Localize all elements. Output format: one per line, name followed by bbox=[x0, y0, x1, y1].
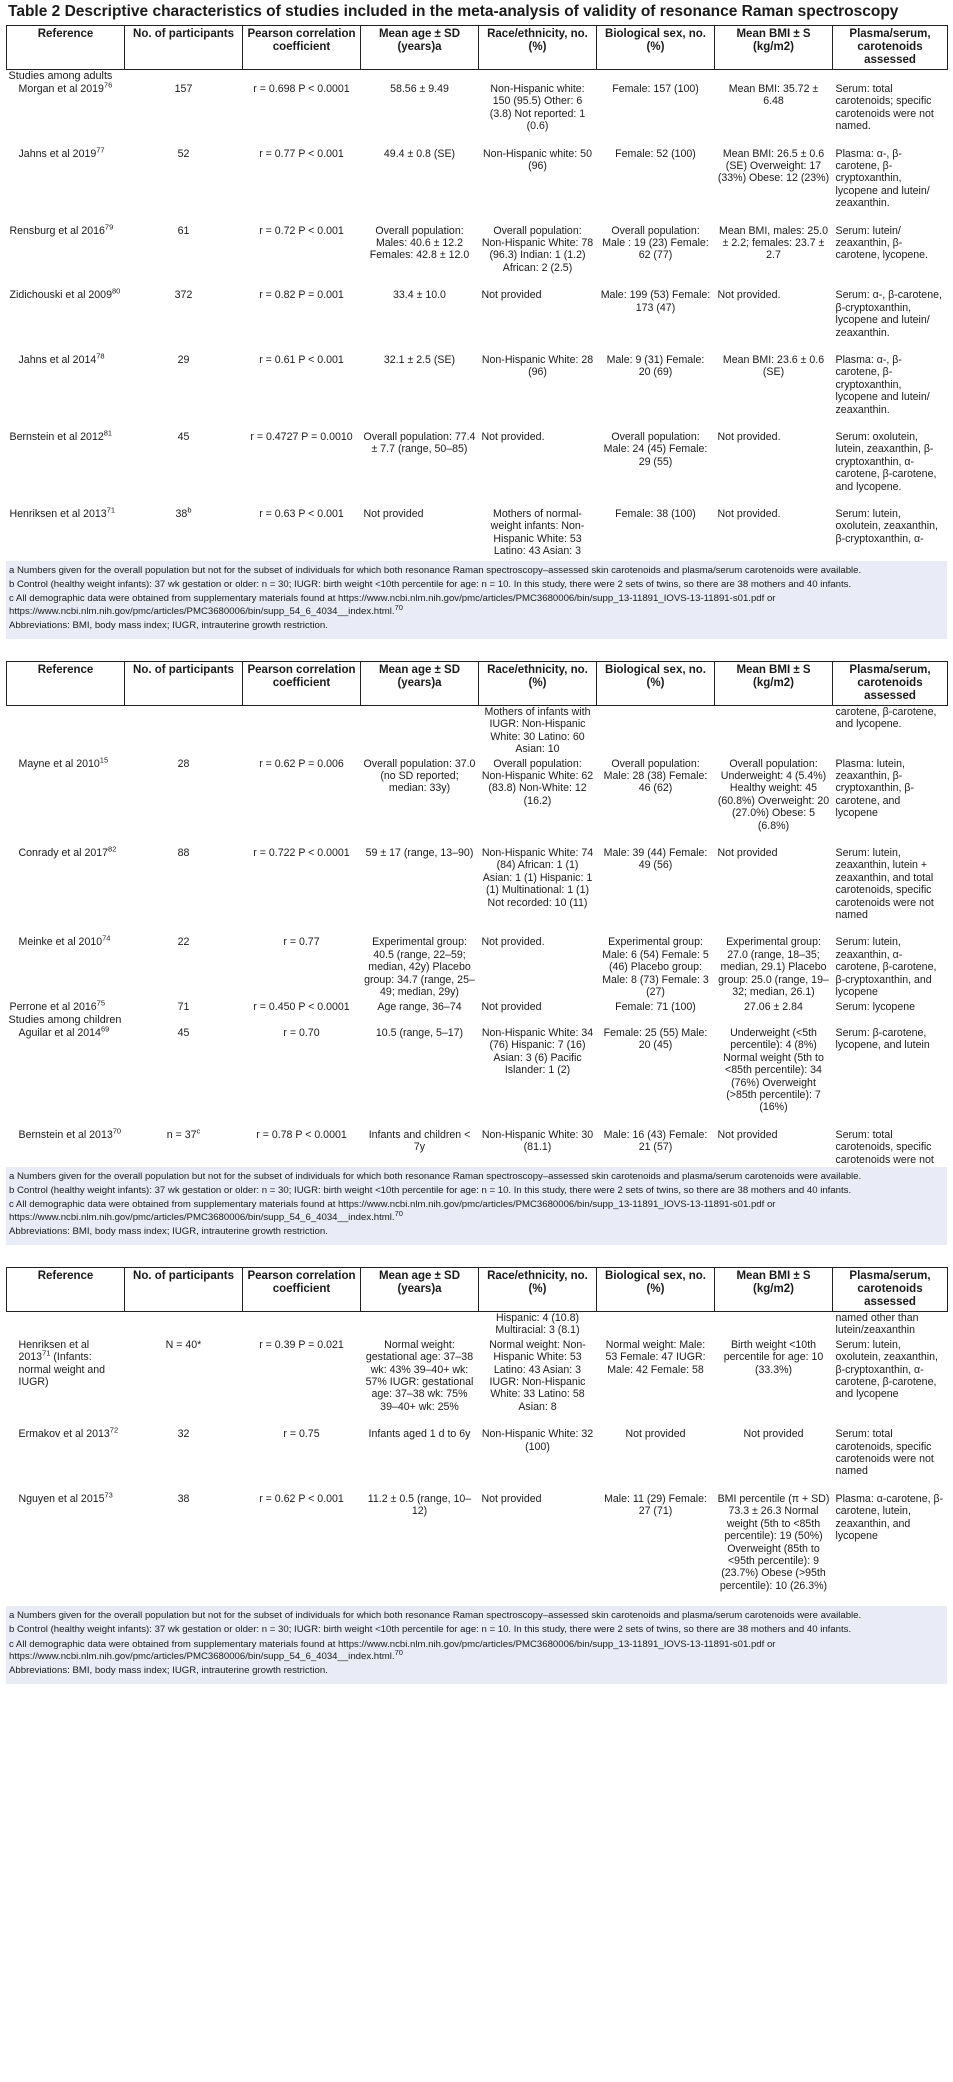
cell-participants: 61 bbox=[177, 224, 190, 237]
cell-age: Normal weight: gestational age: 37–38 wk: 43% 39–40+ wk: 57% IUGR: gestational age: 37–38 wk: 75% 39–40+ wk: 25% bbox=[365, 1338, 474, 1413]
col-header-carotenoids: Plasma/serum, carotenoids assessed bbox=[833, 661, 948, 705]
header-row bbox=[7, 26, 948, 70]
cell-race: Non-Hispanic White: 32 (100) bbox=[481, 1428, 594, 1453]
cell-bmi: Birth weight <10th percentile for age: 10 (33.3%) bbox=[723, 1338, 824, 1376]
cell-reference: Ermakov et al 2013$^{72}$ bbox=[18, 1425, 119, 1441]
cell-carotenoids: Serum: lutein/ zeaxanthin, β-carotene, lycopene. bbox=[835, 224, 928, 262]
cell-pearson: r = 0.77 P < 0.001 bbox=[259, 147, 344, 160]
col-header-bmi: Mean BMI ± S (kg/m2) bbox=[715, 1268, 833, 1312]
col-header-age: Mean age ± SD (years)a bbox=[361, 26, 479, 70]
cell-sex: Female: 25 (55) Male: 20 (45) bbox=[603, 1026, 708, 1052]
cell-bmi: BMI percentile (π + SD) 73.3 ± 26.3 Normal weight (5th to <85th percentile): 19 (50%) Overweight (85th to <95th percentile): 9 (23.7%) Obese (>95th percentile): 10 (26.3%) bbox=[717, 1492, 830, 1592]
col-header-participants: No. of participants bbox=[125, 661, 243, 705]
cell-participants: $n = 37^c$ bbox=[166, 1126, 201, 1141]
cell-sex: Male: 11 (29) Female: 27 (71) bbox=[604, 1492, 707, 1518]
cell-sex: Male: 16 (43) Female: 21 (57) bbox=[603, 1128, 708, 1154]
footnote-a: a Numbers given for the overall population but not for the subset of individuals for which both resonance Raman spectroscopy–assessed skin carotenoids and plasma/serum carotenoids were available. bbox=[9, 564, 862, 576]
cell-age: 10.5 (range, 5–17) bbox=[375, 1026, 464, 1039]
cell-carotenoids: Serum: total carotenoids, specific carotenoids were not named bbox=[835, 1428, 934, 1478]
table-row bbox=[7, 846, 948, 935]
footnote-abbreviations: Abbreviations: BMI, body mass index; IUGR, intrauterine growth restriction. bbox=[9, 1664, 328, 1676]
cell-race: Not provided. bbox=[481, 936, 545, 949]
cell-bmi: Mean BMI: 26.5 ± 0.6 (SE) Overweight: 17 (33%) Obese: 12 (23%) bbox=[717, 147, 830, 185]
footnotes-1 bbox=[6, 561, 947, 639]
footnote-a: a Numbers given for the overall population but not for the subset of individuals for which both resonance Raman spectroscopy–assessed skin carotenoids and plasma/serum carotenoids were available. bbox=[9, 1610, 862, 1622]
cell-age: 59 ± 17 (range, 13–90) bbox=[365, 847, 474, 860]
footnote-a: a Numbers given for the overall population but not for the subset of individuals for which both resonance Raman spectroscopy–assessed skin carotenoids and plasma/serum carotenoids were available. bbox=[9, 1170, 862, 1182]
cell-race: Mothers of normal-weight infants: Non-Hispanic White: 53 Latino: 43 Asian: 3 bbox=[490, 507, 585, 558]
cell-participants: N = 40* bbox=[165, 1338, 202, 1351]
cell-race: Non-Hispanic White: 28 (96) bbox=[481, 353, 594, 379]
cell-age: Overall population: 37.0 (no SD reported; median: 33y) bbox=[363, 757, 476, 795]
footnote-b: b Control (healthy weight infants): 37 wk gestation or older: n = 30; IUGR: birth weight <10th percentile for age: n = 10. In this study, there were 2 sets of twins, so there are 38 mothers and 40 infants. bbox=[9, 1185, 852, 1197]
cell-sex: Female: 157 (100) bbox=[612, 83, 699, 95]
cell-bmi: Mean BMI, males: 25.0 ± 2.2; females: 23.7 ± 2.7 bbox=[719, 224, 828, 262]
cell-bmi: Overall population: Underweight: 4 (5.4%) Healthy weight: 45 (60.8%) Overweight: 20 (27.0%) Obese: 5 (6.8%) bbox=[717, 757, 830, 832]
table-row-continuation bbox=[7, 705, 948, 756]
characteristics-table-part-2 bbox=[6, 661, 948, 1167]
cell-pearson: r = 0.77 bbox=[283, 936, 320, 949]
table-row bbox=[7, 507, 948, 561]
section-row-adults bbox=[7, 70, 948, 83]
cell-age: Age range, 36–74 bbox=[377, 1000, 462, 1013]
cell-race: Not provided bbox=[481, 1000, 542, 1013]
cell-bmi: Not provided bbox=[743, 1428, 804, 1441]
footnotes-2 bbox=[6, 1167, 947, 1245]
cell-sex: Normal weight: Male: 53 Female: 47 IUGR: Male: 42 Female: 58 bbox=[605, 1338, 706, 1376]
col-header-pearson: Pearson correlation coefficient bbox=[243, 26, 361, 70]
header-row bbox=[7, 1268, 948, 1312]
cell-carotenoids: carotene, β-carotene, and lycopene. bbox=[835, 705, 937, 731]
col-header-race: Race/ethnicity, no. (%) bbox=[479, 26, 597, 70]
cell-pearson: r = 0.4727 P = 0.0010 bbox=[250, 430, 353, 443]
cell-reference: Henriksen et al 2013$^{71}$ bbox=[9, 505, 116, 520]
cell-participants: 45 bbox=[177, 430, 190, 443]
header-row bbox=[7, 661, 948, 705]
cell-sex: Overall population: Male: 24 (45) Female: 29 (55) bbox=[603, 430, 708, 468]
cell-participants: 88 bbox=[177, 847, 190, 860]
cell-bmi: Not provided bbox=[717, 847, 778, 860]
cell-carotenoids: Serum: lycopene bbox=[835, 1000, 915, 1013]
cell-carotenoids: Serum: lutein, oxolutein, zeaxanthin, β-cryptoxanthin, α-carotene, β-carotene, and lycopene bbox=[835, 1338, 938, 1401]
table-row bbox=[7, 353, 948, 430]
cell-reference: Zidichouski et al 2009$^{80}$ bbox=[9, 286, 121, 302]
table-row bbox=[7, 757, 948, 846]
cell-sex: Female: 52 (100) bbox=[615, 147, 696, 160]
cell-pearson: r = 0.82 P = 0.001 bbox=[259, 289, 344, 302]
col-header-pearson: Pearson correlation coefficient bbox=[243, 1268, 361, 1312]
cell-pearson: r = 0.62 P = 0.006 bbox=[259, 757, 344, 770]
cell-race: Not provided bbox=[481, 289, 542, 302]
cell-carotenoids: Serum: total carotenoids, specific carotenoids were not bbox=[835, 1128, 934, 1166]
document-page bbox=[0, 3, 953, 2082]
cell-bmi: 27.06 ± 2.84 bbox=[744, 1000, 803, 1013]
footnote-abbreviations: Abbreviations: BMI, body mass index; IUGR, intrauterine growth restriction. bbox=[9, 1225, 328, 1237]
cell-pearson: r = 0.61 P < 0.001 bbox=[259, 353, 344, 366]
cell-carotenoids: Plasma: lutein, zeaxanthin, β-cryptoxanthin, β-carotene, and lycopene bbox=[835, 757, 915, 820]
cell-race: Not provided. bbox=[481, 430, 545, 443]
cell-carotenoids: Serum: α-, β-carotene, β-cryptoxanthin, lycopene and lutein/ zeaxanthin. bbox=[835, 289, 942, 339]
cell-age: 11.2 ± 0.5 (range, 10–12) bbox=[367, 1492, 472, 1518]
col-header-carotenoids: Plasma/serum, carotenoids assessed bbox=[833, 1268, 948, 1312]
cell-participants: 38$^b$ bbox=[175, 505, 192, 520]
cell-sex: Overall population: Male : 19 (23) Female: 62 (77) bbox=[602, 224, 709, 262]
table-row-continuation bbox=[7, 1312, 948, 1338]
characteristics-table-part-1 bbox=[6, 25, 948, 561]
col-header-participants: No. of participants bbox=[125, 26, 243, 70]
characteristics-table-part-3 bbox=[6, 1267, 948, 1606]
cell-pearson: r = 0.39 P = 0.021 bbox=[259, 1338, 344, 1351]
cell-race: Non-Hispanic white: 150 (95.5) Other: 6 (3.8) Not reported: 1 (0.6) bbox=[489, 83, 586, 133]
table-block-3 bbox=[6, 1267, 947, 1684]
cell-sex: Male: 199 (53) Female: 173 (47) bbox=[600, 289, 711, 314]
cell-carotenoids: Serum: β-carotene, lycopene, and lutein bbox=[835, 1026, 930, 1052]
cell-pearson: r = 0.70 bbox=[283, 1026, 320, 1039]
cell-participants: 52 bbox=[177, 147, 190, 160]
footnote-b: b Control (healthy weight infants): 37 wk gestation or older: n = 30; IUGR: birth weight <10th percentile for age: n = 10. In this study, there were 2 sets of twins, so there are 38 mothers and 40 infants. bbox=[9, 1624, 852, 1636]
table-row bbox=[7, 288, 948, 353]
table-row bbox=[7, 147, 948, 224]
cell-pearson: r = 0.450 P < 0.0001 bbox=[253, 1000, 350, 1013]
footnote-c: c All demographic data were obtained from supplementary materials found at https://www.ncbi.nlm.nih.gov/pmc/articles/PMC3680006/bin/supp_13-11891_IOVS-13-11891-s01.pdf or https://www.ncbi.nlm.nih.gov/pmc/articles/PMC3680006/bin/supp_54_6_4034__index.html.$^{70}$ bbox=[9, 593, 776, 617]
col-header-age: Mean age ± SD (years)a bbox=[361, 1268, 479, 1312]
col-header-bmi: Mean BMI ± S (kg/m2) bbox=[715, 26, 833, 70]
cell-sex: Male: 39 (44) Female: 49 (56) bbox=[603, 847, 708, 872]
table-row bbox=[7, 224, 948, 289]
col-header-sex: Biological sex, no. (%) bbox=[597, 26, 715, 70]
table-row bbox=[7, 1427, 948, 1492]
cell-participants: 157 bbox=[174, 83, 193, 95]
table-row bbox=[7, 1026, 948, 1128]
footnotes-3 bbox=[6, 1606, 947, 1684]
col-header-reference: Reference bbox=[7, 661, 125, 705]
table-row bbox=[7, 1338, 948, 1427]
cell-age: Overall population: 77.4 ± 7.7 (range, 50–85) bbox=[363, 430, 476, 456]
cell-age: Not provided bbox=[363, 507, 424, 520]
table-row bbox=[7, 82, 948, 147]
cell-reference: Jahns et al 2014$^{78}$ bbox=[18, 351, 105, 366]
cell-bmi: Experimental group: 27.0 (range, 18–35; median, 29.1) Placebo group: 25.0 (range, 19–32; median, 26.1) bbox=[718, 936, 829, 999]
cell-bmi: Not provided bbox=[717, 1128, 778, 1141]
cell-reference: Aguilar et al 2014$^{69}$ bbox=[18, 1024, 110, 1039]
cell-sex: Not provided bbox=[625, 1428, 686, 1441]
cell-sex: Overall population: Male: 28 (38) Female: 46 (62) bbox=[603, 757, 708, 795]
cell-race: Non-Hispanic White: 74 (84) African: 1 (1) Asian: 1 (1) Hispanic: 1 (1) Multinational: 1 (1) Not recorded: 10 (11) bbox=[481, 847, 594, 909]
col-header-sex: Biological sex, no. (%) bbox=[597, 1268, 715, 1312]
cell-carotenoids: Serum: total carotenoids; specific carotenoids were not named. bbox=[835, 83, 934, 133]
table-row bbox=[7, 430, 948, 507]
col-header-race: Race/ethnicity, no. (%) bbox=[479, 661, 597, 705]
cell-reference: Henriksen et al 2013$^{71}$ (Infants: normal weight and IUGR) bbox=[18, 1338, 106, 1389]
cell-age: 32.1 ± 2.5 (SE) bbox=[383, 353, 456, 366]
cell-pearson: r = 0.722 P < 0.0001 bbox=[253, 847, 350, 860]
cell-bmi: Not provided. bbox=[717, 430, 781, 443]
cell-carotenoids: named other than lutein/zeaxanthin bbox=[835, 1312, 919, 1337]
col-header-carotenoids: Plasma/serum, carotenoids assessed bbox=[833, 26, 948, 70]
cell-participants: 71 bbox=[177, 1000, 190, 1013]
cell-carotenoids: Serum: oxolutein, lutein, zeaxanthin, β-cryptoxanthin, α-carotene, β-carotene, and lycopene. bbox=[835, 430, 937, 493]
cell-bmi: Not provided. bbox=[717, 507, 781, 520]
cell-age: 49.4 ± 0.8 (SE) bbox=[383, 147, 456, 160]
cell-age: Infants aged 1 d to 6y bbox=[368, 1428, 471, 1441]
section-label: Studies among adults bbox=[8, 70, 113, 82]
col-header-sex: Biological sex, no. (%) bbox=[597, 661, 715, 705]
cell-sex: Experimental group: Male: 6 (54) Female: 5 (46) Placebo group: Male: 8 (73) Female: 3 (27) bbox=[602, 936, 709, 999]
col-header-age: Mean age ± SD (years)a bbox=[361, 661, 479, 705]
cell-carotenoids: Serum: lutein, oxolutein, zeaxanthin, β-cryptoxanthin, α- bbox=[835, 507, 938, 545]
cell-race: Overall population: Non-Hispanic White: 62 (83.8) Non-White: 12 (16.2) bbox=[481, 757, 594, 807]
footnote-abbreviations: Abbreviations: BMI, body mass index; IUGR, intrauterine growth restriction. bbox=[9, 619, 328, 631]
cell-reference: Bernstein et al 2013$^{70}$ bbox=[18, 1126, 122, 1141]
section-row-children bbox=[7, 1014, 948, 1026]
cell-reference: Jahns et al 2019$^{77}$ bbox=[18, 145, 105, 160]
cell-carotenoids: Plasma: α-carotene, β-carotene, lutein, zeaxanthin, and lycopene bbox=[835, 1492, 944, 1543]
cell-pearson: r = 0.75 bbox=[283, 1428, 320, 1441]
cell-carotenoids: Serum: lutein, zeaxanthin, lutein + zeaxanthin, and total carotenoids, specific carotenoids were not named bbox=[835, 847, 934, 922]
cell-race: Non-Hispanic white: 50 (96) bbox=[483, 147, 592, 173]
cell-pearson: r = 0.63 P < 0.001 bbox=[259, 507, 344, 520]
cell-participants: 372 bbox=[174, 289, 193, 302]
cell-age: Infants and children < 7y bbox=[368, 1128, 471, 1154]
table-title: Table 2 Descriptive characteristics of studies included in the meta-analysis of validity of resonance Raman spectroscopy bbox=[8, 3, 899, 20]
table-row bbox=[7, 1128, 948, 1167]
table-block-1 bbox=[6, 25, 947, 639]
cell-participants: 32 bbox=[177, 1428, 190, 1441]
cell-reference: Perrone et al 2016$^{75}$ bbox=[9, 997, 106, 1013]
cell-reference: Morgan et al 2019$^{76}$ bbox=[18, 80, 113, 95]
cell-race: Normal weight: Non-Hispanic White: 53 Latino: 43 Asian: 3 IUGR: Non-Hispanic White: 33 Latino: 58 Asian: 8 bbox=[489, 1338, 586, 1413]
cell-participants: 22 bbox=[177, 936, 190, 949]
table-row bbox=[7, 935, 948, 999]
cell-bmi: Mean BMI: 23.6 ± 0.6 (SE) bbox=[722, 353, 825, 379]
cell-bmi: Not provided. bbox=[717, 289, 781, 302]
cell-race: Non-Hispanic White: 34 (76) Hispanic: 7 (16) Asian: 3 (6) Pacific Islander: 1 (2) bbox=[481, 1026, 594, 1077]
cell-carotenoids: Plasma: α-, β-carotene, β-cryptoxanthin, lycopene and lutein/ zeaxanthin. bbox=[835, 353, 930, 416]
cell-sex: Male: 9 (31) Female: 20 (69) bbox=[606, 353, 705, 379]
cell-carotenoids: Plasma: α-, β-carotene, β-cryptoxanthin, lycopene and lutein/ zeaxanthin. bbox=[835, 147, 930, 210]
footnote-c: c All demographic data were obtained from supplementary materials found at https://www.ncbi.nlm.nih.gov/pmc/articles/PMC3680006/bin/supp_13-11891_IOVS-13-11891-s01.pdf or https://www.ncbi.nlm.nih.gov/pmc/articles/PMC3680006/bin/supp_54_6_4034__index.html.$^{70}$ bbox=[9, 1638, 776, 1662]
col-header-bmi: Mean BMI ± S (kg/m2) bbox=[715, 661, 833, 705]
section-label: Studies among children bbox=[8, 1013, 122, 1026]
table-row bbox=[7, 1492, 948, 1606]
table-block-2 bbox=[6, 661, 947, 1245]
cell-reference: Meinke et al 2010$^{74}$ bbox=[18, 933, 111, 949]
col-header-reference: Reference bbox=[7, 1268, 125, 1312]
col-header-pearson: Pearson correlation coefficient bbox=[243, 661, 361, 705]
cell-carotenoids: Serum: lutein, zeaxanthin, α-carotene, β-carotene, β-cryptoxanthin, and lycopene bbox=[835, 936, 937, 999]
table-row bbox=[7, 1000, 948, 1014]
cell-age: Experimental group: 40.5 (range, 22–59; median, 42y) Placebo group: 34.7 (range, 25–49; median, 29y) bbox=[364, 936, 475, 999]
cell-bmi: Mean BMI: 35.72 ± 6.48 bbox=[728, 83, 819, 108]
cell-reference: Mayne et al 2010$^{15}$ bbox=[18, 755, 109, 770]
cell-pearson: r = 0.698 P < 0.0001 bbox=[253, 83, 350, 95]
cell-race: Mothers of infants with IUGR: Non-Hispanic White: 30 Latino: 60 Asian: 10 bbox=[484, 705, 591, 756]
cell-participants: 45 bbox=[177, 1026, 190, 1039]
cell-pearson: r = 0.78 P < 0.0001 bbox=[256, 1128, 347, 1141]
cell-reference: Rensburg et al 2016$^{79}$ bbox=[9, 222, 114, 237]
col-header-reference: Reference bbox=[7, 26, 125, 70]
cell-race: Not provided bbox=[481, 1492, 542, 1505]
cell-reference: Nguyen et al 2015$^{73}$ bbox=[18, 1490, 113, 1505]
cell-race: Hispanic: 4 (10.8) Multiracial: 3 (8.1) bbox=[495, 1312, 580, 1337]
cell-race: Non-Hispanic White: 30 (81.1) bbox=[481, 1128, 594, 1154]
cell-reference: Bernstein et al 2012$^{81}$ bbox=[9, 428, 113, 443]
cell-participants: 38 bbox=[177, 1492, 190, 1505]
cell-reference: Conrady et al 2017$^{82}$ bbox=[18, 844, 117, 860]
cell-sex: Female: 71 (100) bbox=[615, 1000, 696, 1013]
footnote-b: b Control (healthy weight infants): 37 wk gestation or older: n = 30; IUGR: birth weight <10th percentile for age: n = 10. In this study, there were 2 sets of twins, so there are 38 mothers and 40 infants. bbox=[9, 579, 852, 591]
footnote-c: c All demographic data were obtained from supplementary materials found at https://www.ncbi.nlm.nih.gov/pmc/articles/PMC3680006/bin/supp_13-11891_IOVS-13-11891-s01.pdf or https://www.ncbi.nlm.nih.gov/pmc/articles/PMC3680006/bin/supp_54_6_4034__index.html.$^{70}$ bbox=[9, 1199, 776, 1223]
cell-participants: 29 bbox=[177, 353, 190, 366]
cell-sex: Female: 38 (100) bbox=[615, 507, 696, 520]
cell-age: Overall population: Males: 40.6 ± 12.2 Females: 42.8 ± 12.0 bbox=[369, 224, 470, 262]
cell-pearson: r = 0.72 P < 0.001 bbox=[259, 224, 344, 237]
cell-pearson: r = 0.62 P < 0.001 bbox=[259, 1492, 344, 1505]
cell-age: 58.56 ± 9.49 bbox=[390, 83, 449, 95]
col-header-race: Race/ethnicity, no. (%) bbox=[479, 1268, 597, 1312]
col-header-participants: No. of participants bbox=[125, 1268, 243, 1312]
cell-race: Overall population: Non-Hispanic White: 78 (96.3) Indian: 1 (1.2) African: 2 (2.5) bbox=[481, 224, 594, 274]
cell-bmi: Underweight (<5th percentile): 4 (8%) Normal weight (5th to <85th percentile): 34 (76%) Overweight (>85th percentile): 7 (16%) bbox=[723, 1026, 824, 1114]
cell-age: 33.4 ± 10.0 bbox=[393, 289, 446, 302]
cell-participants: 28 bbox=[177, 757, 190, 770]
